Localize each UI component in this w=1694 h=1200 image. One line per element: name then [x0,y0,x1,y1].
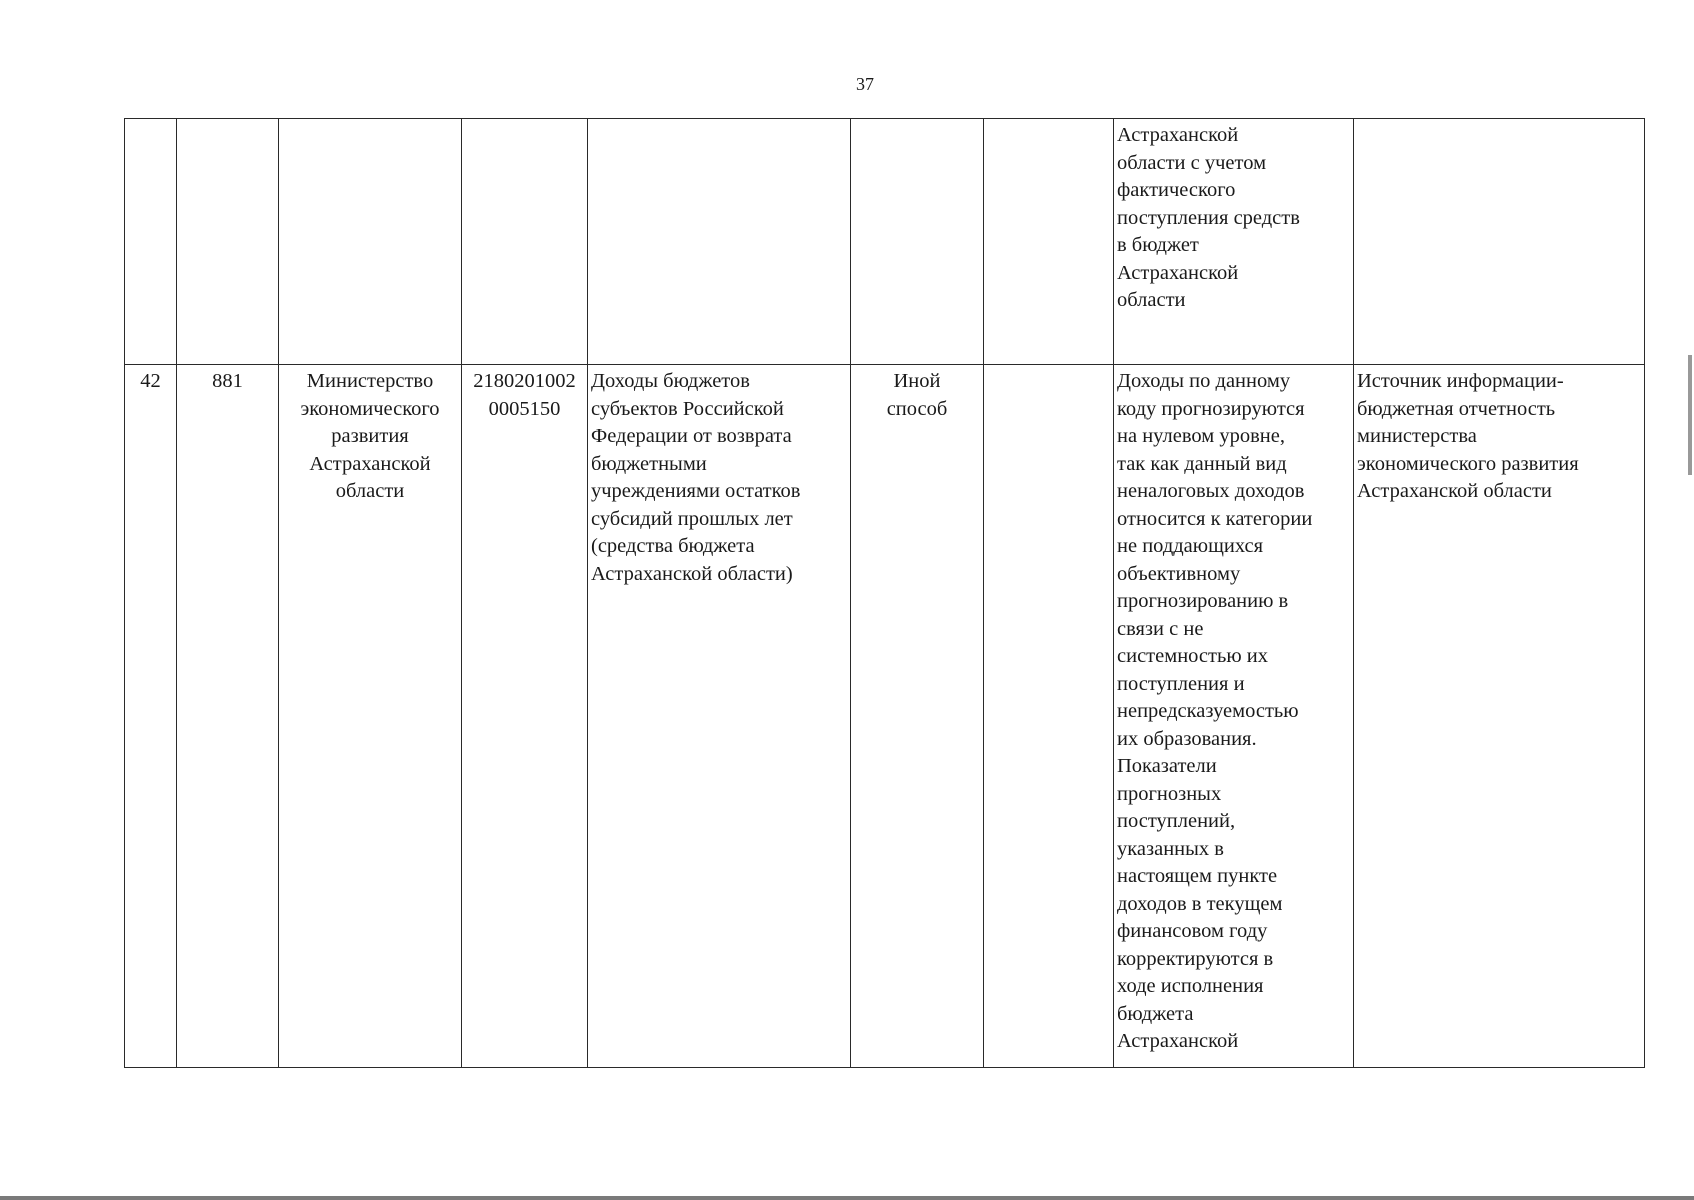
cell-formula [984,365,1114,1068]
cell-administrator [279,119,462,365]
cell-algorithm: Астраханской области с учетом фактического поступления средств в бюджет Астраханской области [1114,119,1354,365]
cell-administrator: Министерство экономического развития Астраханской области [279,365,462,1068]
cell-revenue-name [588,119,851,365]
cell-kbk-code [462,119,588,365]
cell-method: Иной способ [851,365,984,1068]
revenue-forecast-table [124,118,1645,1068]
cell-kbk-code: 2180201002 0005150 [462,365,588,1068]
cell-data-source [1354,119,1645,365]
cell-formula [984,119,1114,365]
cell-number [125,119,177,365]
cell-number: 42 [125,365,177,1068]
scan-bottom-edge [0,1196,1694,1200]
cell-algorithm: Доходы по данному коду прогнозируются на нулевом уровне, так как данный вид неналоговых доходов относится к категории не поддающихся объективному прогнозированию в связи с не системностью их поступления и непредсказуемостью их образования. Показатели прогнозных поступлений, указанных в настоящем пункте доходов в текущем финансовом году корректируются в ходе исполнения бюджета Астраханской [1114,365,1354,1068]
cell-data-source: Источник информации- бюджетная отчетность министерства экономического развития Астраханской области [1354,365,1645,1068]
cell-method [851,119,984,365]
cell-revenue-name: Доходы бюджетов субъектов Российской Федерации от возврата бюджетными учреждениями остатков субсидий прошлых лет (средства бюджета Астраханской области) [588,365,851,1068]
cell-admin-code [177,119,279,365]
scan-edge-mark [1688,355,1692,475]
cell-admin-code: 881 [177,365,279,1068]
page-number: 37 [856,74,874,94]
table-row [125,119,1645,365]
table-row [125,365,1645,1068]
